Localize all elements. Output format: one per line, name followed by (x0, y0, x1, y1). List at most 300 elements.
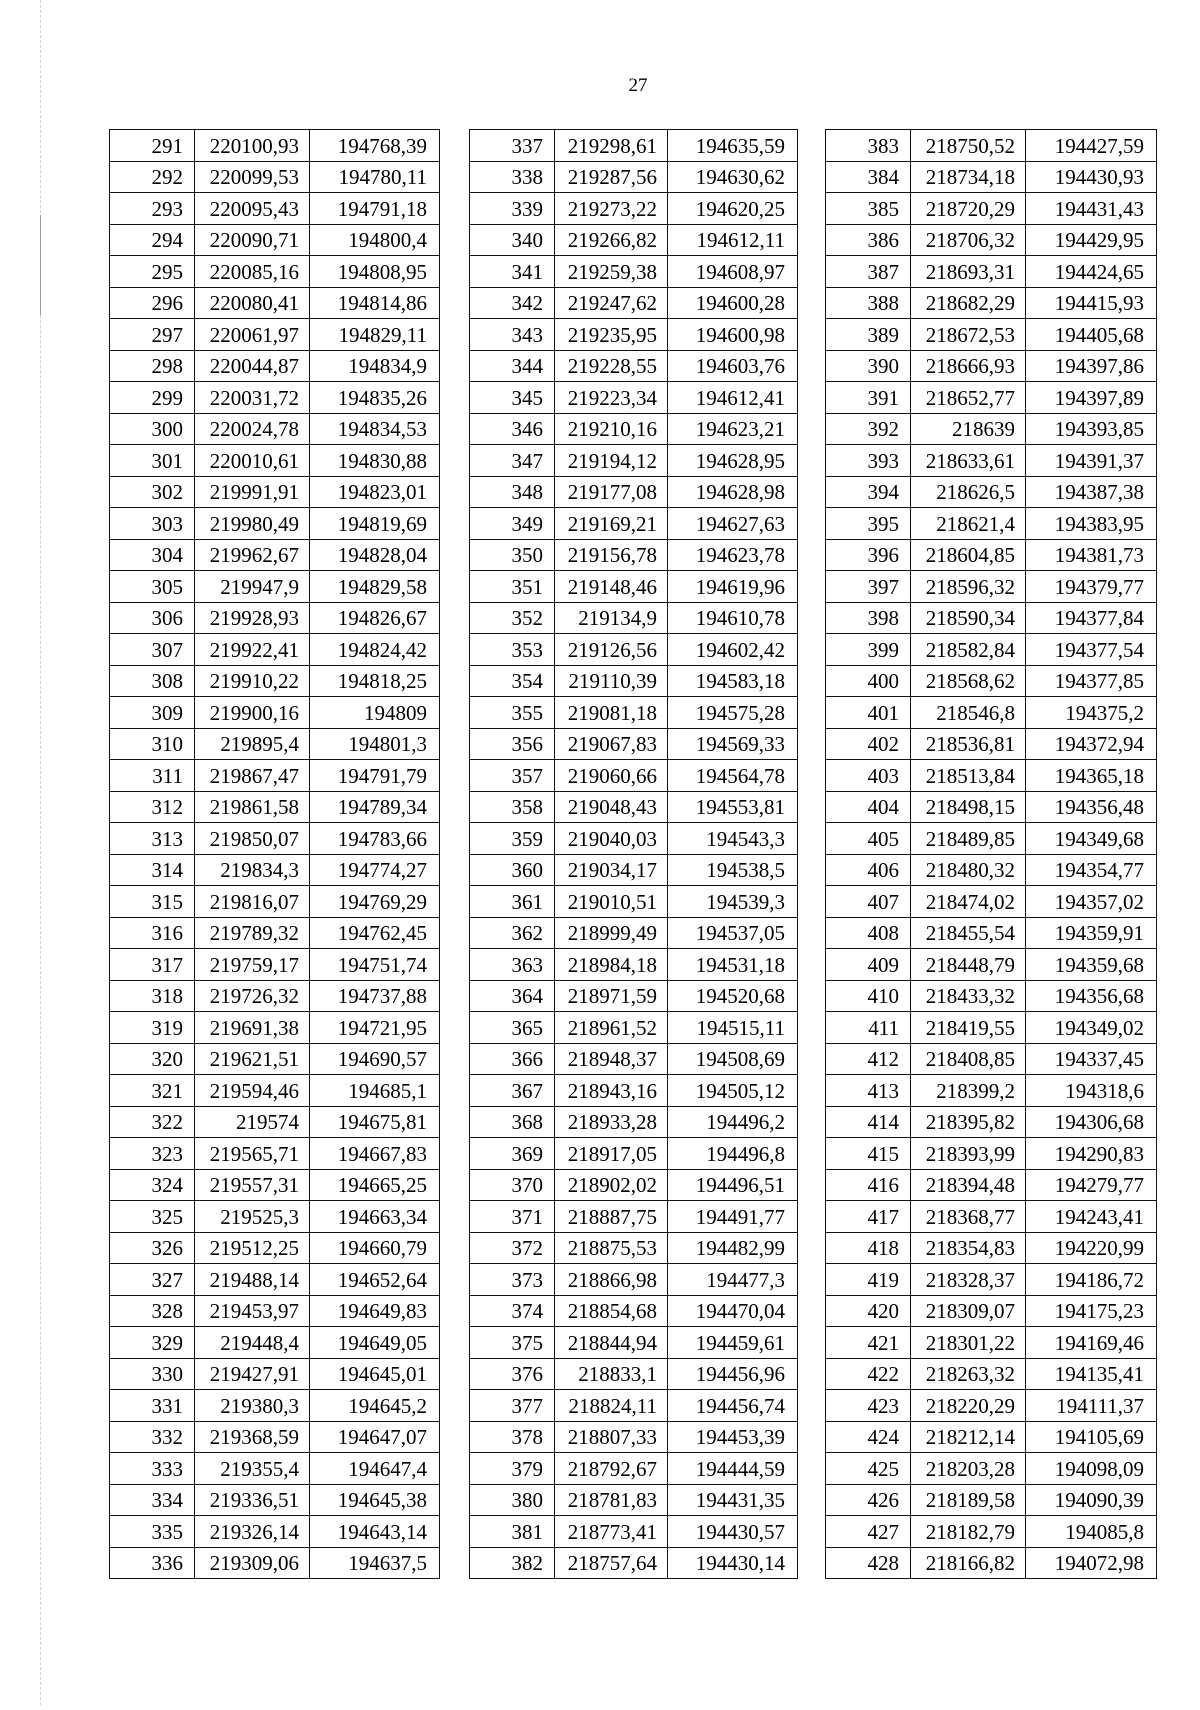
x-coordinate-cell: 218433,32 (911, 980, 1026, 1012)
y-coordinate-cell: 194431,35 (668, 1484, 798, 1516)
y-coordinate-cell: 194391,37 (1026, 445, 1157, 477)
x-coordinate-cell: 219512,25 (195, 1232, 310, 1264)
x-coordinate-cell: 219081,18 (555, 697, 668, 729)
y-coordinate-cell: 194090,39 (1026, 1484, 1157, 1516)
y-coordinate-cell: 194354,77 (1026, 854, 1157, 886)
y-coordinate-cell: 194377,84 (1026, 602, 1157, 634)
y-coordinate-cell: 194538,5 (668, 854, 798, 886)
coordinates-table-right (825, 129, 1157, 1579)
y-coordinate-cell: 194643,14 (310, 1516, 440, 1548)
x-coordinate-cell: 218693,31 (911, 256, 1026, 288)
x-coordinate-cell: 218792,67 (555, 1453, 668, 1485)
y-coordinate-cell: 194356,48 (1026, 791, 1157, 823)
y-coordinate-cell: 194737,88 (310, 980, 440, 1012)
table-row (470, 1327, 798, 1359)
table-row (470, 634, 798, 666)
table-row (110, 886, 440, 918)
point-number-cell: 338 (470, 161, 555, 193)
x-coordinate-cell: 218419,55 (911, 1012, 1026, 1044)
table-row (110, 697, 440, 729)
x-coordinate-cell: 218875,53 (555, 1232, 668, 1264)
y-coordinate-cell: 194111,37 (1026, 1390, 1157, 1422)
x-coordinate-cell: 219326,14 (195, 1516, 310, 1548)
table-row (470, 130, 798, 162)
table-row (470, 1232, 798, 1264)
point-number-cell: 412 (826, 1043, 911, 1075)
x-coordinate-cell: 218474,02 (911, 886, 1026, 918)
x-coordinate-cell: 219048,43 (555, 791, 668, 823)
x-coordinate-cell: 219453,97 (195, 1295, 310, 1327)
y-coordinate-cell: 194789,34 (310, 791, 440, 823)
point-number-cell: 391 (826, 382, 911, 414)
table-row (110, 854, 440, 886)
y-coordinate-cell: 194393,85 (1026, 413, 1157, 445)
y-coordinate-cell: 194627,63 (668, 508, 798, 540)
point-number-cell: 408 (826, 917, 911, 949)
table-row (110, 1075, 440, 1107)
table-row (110, 1012, 440, 1044)
table-row (110, 760, 440, 792)
y-coordinate-cell: 194600,98 (668, 319, 798, 351)
y-coordinate-cell: 194372,94 (1026, 728, 1157, 760)
table-row (110, 1106, 440, 1138)
x-coordinate-cell: 219148,46 (555, 571, 668, 603)
x-coordinate-cell: 218999,49 (555, 917, 668, 949)
point-number-cell: 328 (110, 1295, 195, 1327)
point-number-cell: 291 (110, 130, 195, 162)
table-row (470, 1390, 798, 1422)
point-number-cell: 321 (110, 1075, 195, 1107)
x-coordinate-cell: 219594,46 (195, 1075, 310, 1107)
x-coordinate-cell: 219169,21 (555, 508, 668, 540)
table-row (470, 287, 798, 319)
page-number: 27 (628, 75, 648, 96)
y-coordinate-cell: 194543,3 (668, 823, 798, 855)
y-coordinate-cell: 194663,34 (310, 1201, 440, 1233)
x-coordinate-cell: 219273,22 (555, 193, 668, 225)
point-number-cell: 375 (470, 1327, 555, 1359)
table-row (470, 256, 798, 288)
x-coordinate-cell: 219557,31 (195, 1169, 310, 1201)
table-row (110, 130, 440, 162)
x-coordinate-cell: 218706,32 (911, 224, 1026, 256)
table-row (470, 224, 798, 256)
x-coordinate-cell: 218672,53 (911, 319, 1026, 351)
table-row (110, 728, 440, 760)
table-row (110, 602, 440, 634)
x-coordinate-cell: 219368,59 (195, 1421, 310, 1453)
y-coordinate-cell: 194318,6 (1026, 1075, 1157, 1107)
table-row (826, 476, 1157, 508)
x-coordinate-cell: 218621,4 (911, 508, 1026, 540)
y-coordinate-cell: 194387,38 (1026, 476, 1157, 508)
table-row (470, 319, 798, 351)
table-row (826, 1106, 1157, 1138)
table-row (470, 1484, 798, 1516)
x-coordinate-cell: 218590,34 (911, 602, 1026, 634)
point-number-cell: 302 (110, 476, 195, 508)
table-row (826, 823, 1157, 855)
x-coordinate-cell: 218166,82 (911, 1547, 1026, 1579)
point-number-cell: 353 (470, 634, 555, 666)
y-coordinate-cell: 194623,78 (668, 539, 798, 571)
y-coordinate-cell: 194829,58 (310, 571, 440, 603)
y-coordinate-cell: 194619,96 (668, 571, 798, 603)
point-number-cell: 372 (470, 1232, 555, 1264)
y-coordinate-cell: 194612,11 (668, 224, 798, 256)
y-coordinate-cell: 194774,27 (310, 854, 440, 886)
table-row (826, 917, 1157, 949)
point-number-cell: 327 (110, 1264, 195, 1296)
y-coordinate-cell: 194721,95 (310, 1012, 440, 1044)
y-coordinate-cell: 194397,86 (1026, 350, 1157, 382)
table-row (470, 917, 798, 949)
table-row (470, 1547, 798, 1579)
table-row (470, 886, 798, 918)
y-coordinate-cell: 194667,83 (310, 1138, 440, 1170)
point-number-cell: 404 (826, 791, 911, 823)
y-coordinate-cell: 194564,78 (668, 760, 798, 792)
x-coordinate-cell: 219980,49 (195, 508, 310, 540)
point-number-cell: 313 (110, 823, 195, 855)
point-number-cell: 339 (470, 193, 555, 225)
y-coordinate-cell: 194824,42 (310, 634, 440, 666)
y-coordinate-cell: 194243,41 (1026, 1201, 1157, 1233)
point-number-cell: 374 (470, 1295, 555, 1327)
table-row (110, 445, 440, 477)
table-row (470, 539, 798, 571)
table-row (110, 791, 440, 823)
x-coordinate-cell: 218568,62 (911, 665, 1026, 697)
x-coordinate-cell: 218781,83 (555, 1484, 668, 1516)
y-coordinate-cell: 194690,57 (310, 1043, 440, 1075)
y-coordinate-cell: 194520,68 (668, 980, 798, 1012)
point-number-cell: 383 (826, 130, 911, 162)
y-coordinate-cell: 194660,79 (310, 1232, 440, 1264)
point-number-cell: 365 (470, 1012, 555, 1044)
x-coordinate-cell: 220010,61 (195, 445, 310, 477)
table-row (110, 917, 440, 949)
y-coordinate-cell: 194072,98 (1026, 1547, 1157, 1579)
point-number-cell: 294 (110, 224, 195, 256)
point-number-cell: 310 (110, 728, 195, 760)
y-coordinate-cell: 194628,98 (668, 476, 798, 508)
x-coordinate-cell: 219034,17 (555, 854, 668, 886)
x-coordinate-cell: 218395,82 (911, 1106, 1026, 1138)
point-number-cell: 359 (470, 823, 555, 855)
table-row (470, 1358, 798, 1390)
y-coordinate-cell: 194623,21 (668, 413, 798, 445)
point-number-cell: 345 (470, 382, 555, 414)
point-number-cell: 363 (470, 949, 555, 981)
table-row (110, 1295, 440, 1327)
x-coordinate-cell: 219247,62 (555, 287, 668, 319)
y-coordinate-cell: 194834,9 (310, 350, 440, 382)
table-row (110, 508, 440, 540)
y-coordinate-cell: 194491,77 (668, 1201, 798, 1233)
point-number-cell: 293 (110, 193, 195, 225)
y-coordinate-cell: 194830,88 (310, 445, 440, 477)
point-number-cell: 399 (826, 634, 911, 666)
x-coordinate-cell: 218582,84 (911, 634, 1026, 666)
x-coordinate-cell: 219691,38 (195, 1012, 310, 1044)
point-number-cell: 330 (110, 1358, 195, 1390)
table-row (110, 1264, 440, 1296)
y-coordinate-cell: 194377,54 (1026, 634, 1157, 666)
point-number-cell: 357 (470, 760, 555, 792)
point-number-cell: 370 (470, 1169, 555, 1201)
x-coordinate-cell: 219816,07 (195, 886, 310, 918)
table-row (826, 697, 1157, 729)
table-row (826, 1012, 1157, 1044)
y-coordinate-cell: 194620,25 (668, 193, 798, 225)
y-coordinate-cell: 194769,29 (310, 886, 440, 918)
table-row (826, 1516, 1157, 1548)
table-row (110, 665, 440, 697)
y-coordinate-cell: 194431,43 (1026, 193, 1157, 225)
point-number-cell: 337 (470, 130, 555, 162)
table-row (826, 634, 1157, 666)
y-coordinate-cell: 194652,64 (310, 1264, 440, 1296)
point-number-cell: 307 (110, 634, 195, 666)
point-number-cell: 300 (110, 413, 195, 445)
table-row (826, 1358, 1157, 1390)
x-coordinate-cell: 218666,93 (911, 350, 1026, 382)
point-number-cell: 358 (470, 791, 555, 823)
x-coordinate-cell: 218626,5 (911, 476, 1026, 508)
table-row (470, 1043, 798, 1075)
y-coordinate-cell: 194444,59 (668, 1453, 798, 1485)
x-coordinate-cell: 220095,43 (195, 193, 310, 225)
point-number-cell: 324 (110, 1169, 195, 1201)
x-coordinate-cell: 218536,81 (911, 728, 1026, 760)
table-row (826, 350, 1157, 382)
table-row (110, 287, 440, 319)
x-coordinate-cell: 219194,12 (555, 445, 668, 477)
x-coordinate-cell: 218546,8 (911, 697, 1026, 729)
table-row (826, 1138, 1157, 1170)
table-row (826, 1547, 1157, 1579)
point-number-cell: 366 (470, 1043, 555, 1075)
x-coordinate-cell: 219309,06 (195, 1547, 310, 1579)
point-number-cell: 389 (826, 319, 911, 351)
table-row (110, 256, 440, 288)
table-row (826, 539, 1157, 571)
x-coordinate-cell: 218971,59 (555, 980, 668, 1012)
table-row (110, 634, 440, 666)
y-coordinate-cell: 194405,68 (1026, 319, 1157, 351)
point-number-cell: 317 (110, 949, 195, 981)
x-coordinate-cell: 218734,18 (911, 161, 1026, 193)
x-coordinate-cell: 219427,91 (195, 1358, 310, 1390)
point-number-cell: 341 (470, 256, 555, 288)
table-row (470, 413, 798, 445)
table-row (470, 382, 798, 414)
table-row (110, 1043, 440, 1075)
point-number-cell: 385 (826, 193, 911, 225)
point-number-cell: 373 (470, 1264, 555, 1296)
x-coordinate-cell: 218887,75 (555, 1201, 668, 1233)
point-number-cell: 379 (470, 1453, 555, 1485)
point-number-cell: 336 (110, 1547, 195, 1579)
x-coordinate-cell: 219235,95 (555, 319, 668, 351)
x-coordinate-cell: 219134,9 (555, 602, 668, 634)
table-row (826, 949, 1157, 981)
table-row (470, 1075, 798, 1107)
point-number-cell: 346 (470, 413, 555, 445)
table-row (110, 571, 440, 603)
y-coordinate-cell: 194169,46 (1026, 1327, 1157, 1359)
y-coordinate-cell: 194290,83 (1026, 1138, 1157, 1170)
x-coordinate-cell: 220085,16 (195, 256, 310, 288)
table-row (470, 697, 798, 729)
point-number-cell: 305 (110, 571, 195, 603)
y-coordinate-cell: 194814,86 (310, 287, 440, 319)
x-coordinate-cell: 218833,1 (555, 1358, 668, 1390)
point-number-cell: 403 (826, 760, 911, 792)
table-row (470, 823, 798, 855)
table-row (470, 571, 798, 603)
point-number-cell: 340 (470, 224, 555, 256)
point-number-cell: 312 (110, 791, 195, 823)
table-row (826, 382, 1157, 414)
y-coordinate-cell: 194630,62 (668, 161, 798, 193)
point-number-cell: 356 (470, 728, 555, 760)
table-row (110, 1327, 440, 1359)
table-row (470, 980, 798, 1012)
y-coordinate-cell: 194800,4 (310, 224, 440, 256)
x-coordinate-cell: 219895,4 (195, 728, 310, 760)
y-coordinate-cell: 194647,07 (310, 1421, 440, 1453)
y-coordinate-cell: 194600,28 (668, 287, 798, 319)
x-coordinate-cell: 218854,68 (555, 1295, 668, 1327)
point-number-cell: 331 (110, 1390, 195, 1422)
x-coordinate-cell: 219380,3 (195, 1390, 310, 1422)
x-coordinate-cell: 219448,4 (195, 1327, 310, 1359)
point-number-cell: 369 (470, 1138, 555, 1170)
table-row (470, 350, 798, 382)
x-coordinate-cell: 218948,37 (555, 1043, 668, 1075)
point-number-cell: 376 (470, 1358, 555, 1390)
point-number-cell: 402 (826, 728, 911, 760)
y-coordinate-cell: 194675,81 (310, 1106, 440, 1138)
y-coordinate-cell: 194537,05 (668, 917, 798, 949)
y-coordinate-cell: 194635,59 (668, 130, 798, 162)
table-row (826, 760, 1157, 792)
x-coordinate-cell: 218604,85 (911, 539, 1026, 571)
table-row (826, 319, 1157, 351)
y-coordinate-cell: 194429,95 (1026, 224, 1157, 256)
y-coordinate-cell: 194356,68 (1026, 980, 1157, 1012)
table-row (826, 193, 1157, 225)
y-coordinate-cell: 194337,45 (1026, 1043, 1157, 1075)
x-coordinate-cell: 219850,07 (195, 823, 310, 855)
x-coordinate-cell: 219574 (195, 1106, 310, 1138)
coordinates-table-middle (469, 129, 798, 1579)
coordinates-table-left (109, 129, 440, 1579)
table-row (470, 1516, 798, 1548)
y-coordinate-cell: 194835,26 (310, 382, 440, 414)
x-coordinate-cell: 218399,2 (911, 1075, 1026, 1107)
table-row (470, 728, 798, 760)
y-coordinate-cell: 194826,67 (310, 602, 440, 634)
point-number-cell: 382 (470, 1547, 555, 1579)
x-coordinate-cell: 219259,38 (555, 256, 668, 288)
point-number-cell: 428 (826, 1547, 911, 1579)
point-number-cell: 297 (110, 319, 195, 351)
y-coordinate-cell: 194645,01 (310, 1358, 440, 1390)
table-row (826, 1453, 1157, 1485)
x-coordinate-cell: 218773,41 (555, 1516, 668, 1548)
x-coordinate-cell: 218750,52 (911, 130, 1026, 162)
table-row (470, 1264, 798, 1296)
point-number-cell: 417 (826, 1201, 911, 1233)
x-coordinate-cell: 218917,05 (555, 1138, 668, 1170)
table-row (826, 728, 1157, 760)
point-number-cell: 316 (110, 917, 195, 949)
point-number-cell: 361 (470, 886, 555, 918)
table-row (110, 1547, 440, 1579)
point-number-cell: 322 (110, 1106, 195, 1138)
table-body (826, 130, 1157, 1579)
x-coordinate-cell: 218448,79 (911, 949, 1026, 981)
point-number-cell: 368 (470, 1106, 555, 1138)
point-number-cell: 415 (826, 1138, 911, 1170)
table-row (826, 1295, 1157, 1327)
x-coordinate-cell: 218633,61 (911, 445, 1026, 477)
point-number-cell: 406 (826, 854, 911, 886)
point-number-cell: 309 (110, 697, 195, 729)
point-number-cell: 419 (826, 1264, 911, 1296)
y-coordinate-cell: 194583,18 (668, 665, 798, 697)
y-coordinate-cell: 194818,25 (310, 665, 440, 697)
point-number-cell: 407 (826, 886, 911, 918)
y-coordinate-cell: 194470,04 (668, 1295, 798, 1327)
table-row (826, 1421, 1157, 1453)
x-coordinate-cell: 220099,53 (195, 161, 310, 193)
point-number-cell: 424 (826, 1421, 911, 1453)
y-coordinate-cell: 194359,68 (1026, 949, 1157, 981)
table-row (826, 1075, 1157, 1107)
y-coordinate-cell: 194496,8 (668, 1138, 798, 1170)
y-coordinate-cell: 194751,74 (310, 949, 440, 981)
table-row (470, 854, 798, 886)
point-number-cell: 314 (110, 854, 195, 886)
table-row (470, 1169, 798, 1201)
y-coordinate-cell: 194383,95 (1026, 508, 1157, 540)
table-row (110, 1421, 440, 1453)
x-coordinate-cell: 219621,51 (195, 1043, 310, 1075)
point-number-cell: 352 (470, 602, 555, 634)
x-coordinate-cell: 219565,71 (195, 1138, 310, 1170)
y-coordinate-cell: 194649,83 (310, 1295, 440, 1327)
point-number-cell: 410 (826, 980, 911, 1012)
y-coordinate-cell: 194459,61 (668, 1327, 798, 1359)
point-number-cell: 421 (826, 1327, 911, 1359)
table-row (110, 539, 440, 571)
point-number-cell: 315 (110, 886, 195, 918)
point-number-cell: 409 (826, 949, 911, 981)
table-row (826, 602, 1157, 634)
x-coordinate-cell: 218220,29 (911, 1390, 1026, 1422)
point-number-cell: 401 (826, 697, 911, 729)
table-row (826, 1201, 1157, 1233)
x-coordinate-cell: 219355,4 (195, 1453, 310, 1485)
table-row (110, 1169, 440, 1201)
point-number-cell: 413 (826, 1075, 911, 1107)
table-row (826, 854, 1157, 886)
y-coordinate-cell: 194306,68 (1026, 1106, 1157, 1138)
